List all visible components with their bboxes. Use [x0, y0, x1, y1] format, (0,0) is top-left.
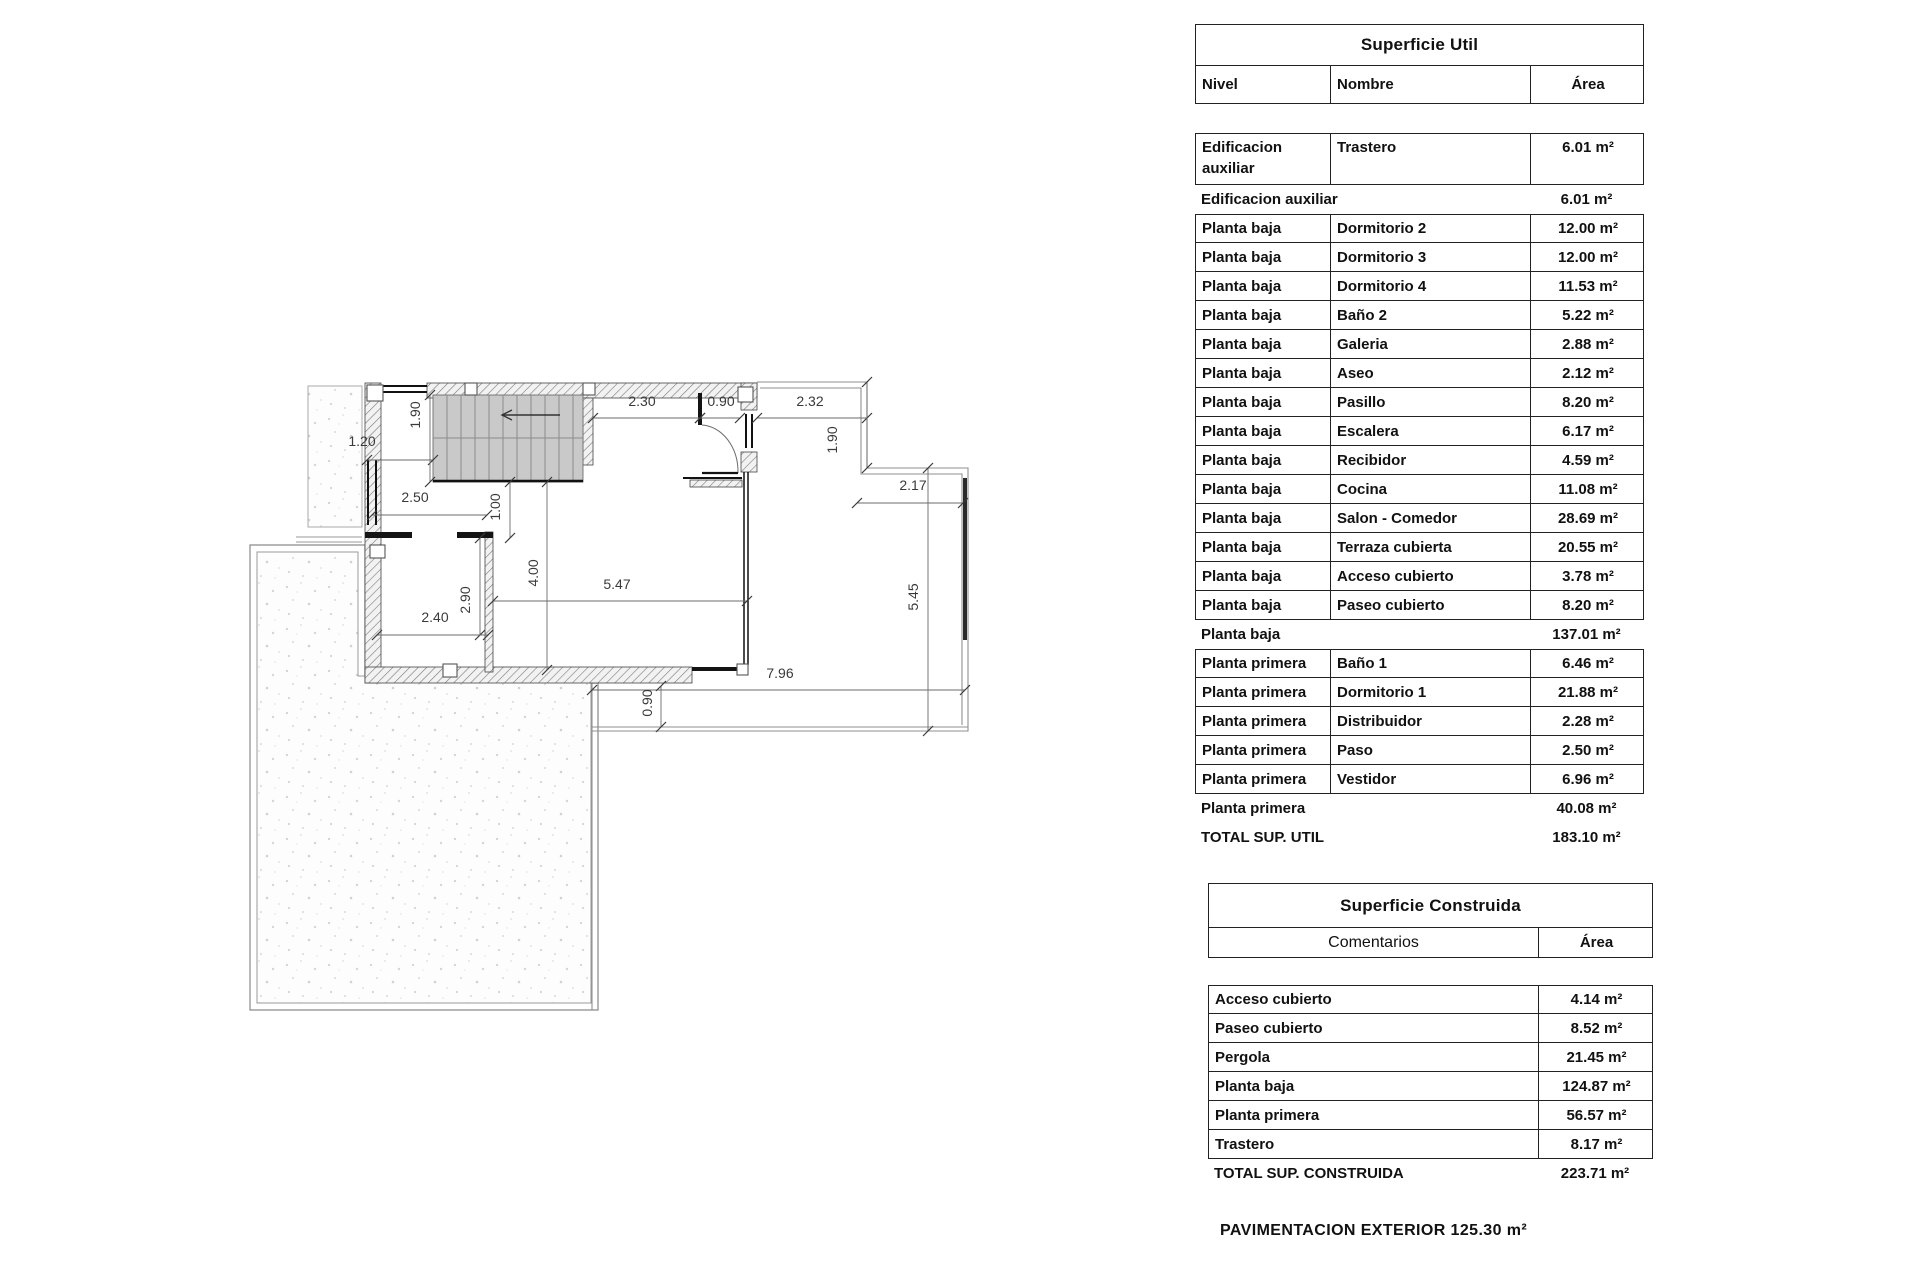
table-row [1208, 1130, 1653, 1159]
cell-nombre: Galeria [1330, 330, 1530, 358]
cell-area: 2.28 m² [1530, 707, 1645, 735]
cell-area: 3.78 m² [1530, 562, 1645, 590]
cell-nombre: Pasillo [1330, 388, 1530, 416]
cell-area: 11.53 m² [1530, 272, 1645, 300]
superficie-construida-header [1208, 928, 1653, 958]
cell-nivel: Planta baja [1202, 364, 1282, 382]
cell-nombre: Trastero [1330, 134, 1530, 184]
cell-nivel: Planta baja [1202, 393, 1282, 411]
floor-plan-drawing [240, 370, 1000, 1020]
cell-nombre: Distribuidor [1330, 707, 1530, 735]
gravel-strip-top-left [296, 386, 362, 542]
table-summary-row [1195, 794, 1644, 823]
cell-area: 6.96 m² [1530, 765, 1645, 793]
cell-nombre: Terraza cubierta [1330, 533, 1530, 561]
cell-area: 5.22 m² [1530, 301, 1645, 329]
cell-nombre: Recibidor [1330, 446, 1530, 474]
cell-nombre: Aseo [1330, 359, 1530, 387]
dimension-label: 7.96 [766, 665, 794, 681]
cell-nivel: Planta baja [1202, 538, 1282, 556]
cell-nombre: Dormitorio 3 [1330, 243, 1530, 271]
cell-nivel: Planta baja [1202, 567, 1282, 585]
cell-nombre: Salon - Comedor [1330, 504, 1530, 532]
table-row [1195, 446, 1644, 475]
superficie-construida-rows [1208, 985, 1653, 1188]
cell-nivel: Planta baja [1202, 480, 1282, 498]
dimension-label: 1.90 [407, 401, 423, 429]
table-row [1195, 707, 1644, 736]
summary-area: 40.08 m² [1556, 800, 1617, 817]
cell-area: 6.01 m² [1530, 134, 1645, 184]
table-summary-row [1195, 823, 1644, 852]
table-row [1208, 985, 1653, 1014]
cell-nivel: Planta baja [1202, 451, 1282, 469]
cell-area: 4.14 m² [1538, 986, 1654, 1013]
cell-area: 124.87 m² [1538, 1072, 1654, 1100]
table-row [1195, 272, 1644, 301]
staircase [433, 395, 583, 482]
cell-nivel: Planta baja [1202, 422, 1282, 440]
cell-nombre: Baño 2 [1330, 301, 1530, 329]
cell-area: 2.50 m² [1530, 736, 1645, 764]
column-header-nivel: Nivel [1202, 76, 1238, 93]
table-row [1195, 417, 1644, 446]
glazed-wall-right [744, 472, 748, 665]
cell-area: 2.88 m² [1530, 330, 1645, 358]
cell-area: 2.12 m² [1530, 359, 1645, 387]
cell-area: 21.88 m² [1530, 678, 1645, 706]
table-row [1195, 562, 1644, 591]
cell-nombre: Dormitorio 4 [1330, 272, 1530, 300]
cell-nivel: Planta primera [1202, 712, 1307, 730]
dimension-label: 1.00 [487, 493, 503, 521]
cell-nivel: Planta primera [1202, 741, 1307, 759]
table-row [1195, 504, 1644, 533]
cell-area: 8.17 m² [1538, 1130, 1654, 1158]
cell-nivel: Planta primera [1202, 655, 1307, 672]
cell-area: 11.08 m² [1530, 475, 1645, 503]
table-gap [1195, 104, 1644, 133]
superficie-util-header [1195, 66, 1644, 104]
cell-nivel: Planta baja [1202, 306, 1282, 324]
superficie-util-title: Superficie Util [1195, 24, 1644, 66]
cell-comentario: Paseo cubierto [1215, 1019, 1323, 1037]
dimension-label: 5.45 [905, 583, 921, 611]
summary-label: TOTAL SUP. CONSTRUIDA [1214, 1165, 1404, 1182]
table-row [1195, 301, 1644, 330]
cell-area: 8.20 m² [1530, 388, 1645, 416]
dimension-label: 5.47 [603, 576, 631, 592]
table-row [1208, 1014, 1653, 1043]
dimension-label: 2.32 [796, 393, 824, 409]
cell-area: 6.17 m² [1530, 417, 1645, 445]
cell-area: 56.57 m² [1538, 1101, 1654, 1129]
table-row [1195, 243, 1644, 272]
cell-area: 28.69 m² [1530, 504, 1645, 532]
dimension-label: 2.90 [457, 586, 473, 614]
column-header-comentarios: Comentarios [1328, 933, 1419, 951]
superficie-util-rows [1195, 133, 1644, 852]
dimension-label: 2.50 [401, 489, 429, 505]
cell-nombre: Dormitorio 2 [1330, 215, 1530, 242]
cell-comentario: Pergola [1215, 1048, 1271, 1066]
table-row [1208, 1101, 1653, 1130]
cell-nivel: Planta baja [1202, 248, 1282, 266]
summary-label: Planta baja [1201, 626, 1281, 643]
cell-nivel: Planta baja [1202, 220, 1282, 237]
cell-nombre: Vestidor [1330, 765, 1530, 793]
summary-label: Planta primera [1201, 800, 1306, 817]
cell-comentario: Acceso cubierto [1215, 991, 1332, 1008]
table-row [1195, 133, 1644, 185]
dimension-label: 2.17 [899, 477, 927, 493]
superficie-construida-title: Superficie Construida [1208, 883, 1653, 928]
cell-nivel: Planta primera [1202, 770, 1307, 788]
column-header-area2: Área [1538, 928, 1654, 957]
table-row [1195, 214, 1644, 243]
summary-area: 183.10 m² [1552, 829, 1621, 846]
cell-nivel: Edificacion auxiliar [1202, 139, 1283, 177]
summary-area: 223.71 m² [1560, 1165, 1630, 1182]
dimension-label: 2.30 [628, 393, 656, 409]
table-summary-row [1195, 620, 1644, 649]
dimension-label: 2.40 [421, 609, 449, 625]
summary-area: 137.01 m² [1552, 626, 1621, 643]
table-row [1195, 330, 1644, 359]
column-header-nombre: Nombre [1330, 66, 1530, 103]
cell-nombre: Dormitorio 1 [1330, 678, 1530, 706]
pavimentacion-footnote: PAVIMENTACION EXTERIOR 125.30 m² [1220, 1222, 1528, 1239]
column-header-area: Área [1530, 66, 1645, 103]
table-summary-row [1195, 185, 1644, 214]
table-gap [1208, 958, 1653, 985]
table-row [1208, 1043, 1653, 1072]
cell-nivel: Planta baja [1202, 509, 1282, 527]
cell-area: 20.55 m² [1530, 533, 1645, 561]
table-row [1195, 736, 1644, 765]
cell-nivel: Planta baja [1202, 335, 1282, 353]
dimension-label: 1.90 [824, 426, 840, 454]
cell-nombre: Cocina [1330, 475, 1530, 503]
cell-nombre: Acceso cubierto [1330, 562, 1530, 590]
cell-area: 21.45 m² [1538, 1043, 1654, 1071]
cell-comentario: Trastero [1215, 1135, 1275, 1153]
table-row [1195, 678, 1644, 707]
summary-label: Edificacion auxiliar [1201, 191, 1338, 208]
table-row [1195, 591, 1644, 620]
superficie-util-table [1195, 24, 1644, 852]
cell-area: 4.59 m² [1530, 446, 1645, 474]
cell-nivel: Planta baja [1202, 277, 1282, 295]
dimension-label: 0.90 [707, 393, 735, 409]
table-summary-row [1208, 1159, 1653, 1188]
cell-area: 12.00 m² [1530, 215, 1645, 242]
cell-comentario: Planta baja [1215, 1077, 1295, 1095]
table-row [1195, 649, 1644, 678]
summary-label: TOTAL SUP. UTIL [1201, 829, 1325, 846]
table-row [1208, 1072, 1653, 1101]
cell-nombre: Paso [1330, 736, 1530, 764]
door-swing [683, 425, 742, 478]
dimension-label: 4.00 [525, 559, 541, 587]
cell-area: 8.20 m² [1530, 591, 1645, 619]
cell-nombre: Paseo cubierto [1330, 591, 1530, 619]
dimension-label: 1.20 [348, 433, 376, 449]
table-row [1195, 765, 1644, 794]
cell-nombre: Escalera [1330, 417, 1530, 445]
table-row [1195, 475, 1644, 504]
superficie-construida-table [1208, 883, 1653, 1188]
dimension-label: 0.90 [639, 689, 655, 717]
cell-area: 6.46 m² [1530, 650, 1645, 677]
cell-area: 12.00 m² [1530, 243, 1645, 271]
table-row [1195, 359, 1644, 388]
table-row [1195, 388, 1644, 417]
cell-area: 8.52 m² [1538, 1014, 1654, 1042]
table-row [1195, 533, 1644, 562]
cell-comentario: Planta primera [1215, 1106, 1320, 1124]
cell-nivel: Planta baja [1202, 596, 1282, 614]
cell-nombre: Baño 1 [1330, 650, 1530, 677]
summary-area: 6.01 m² [1560, 191, 1613, 208]
cell-nivel: Planta primera [1202, 683, 1307, 701]
